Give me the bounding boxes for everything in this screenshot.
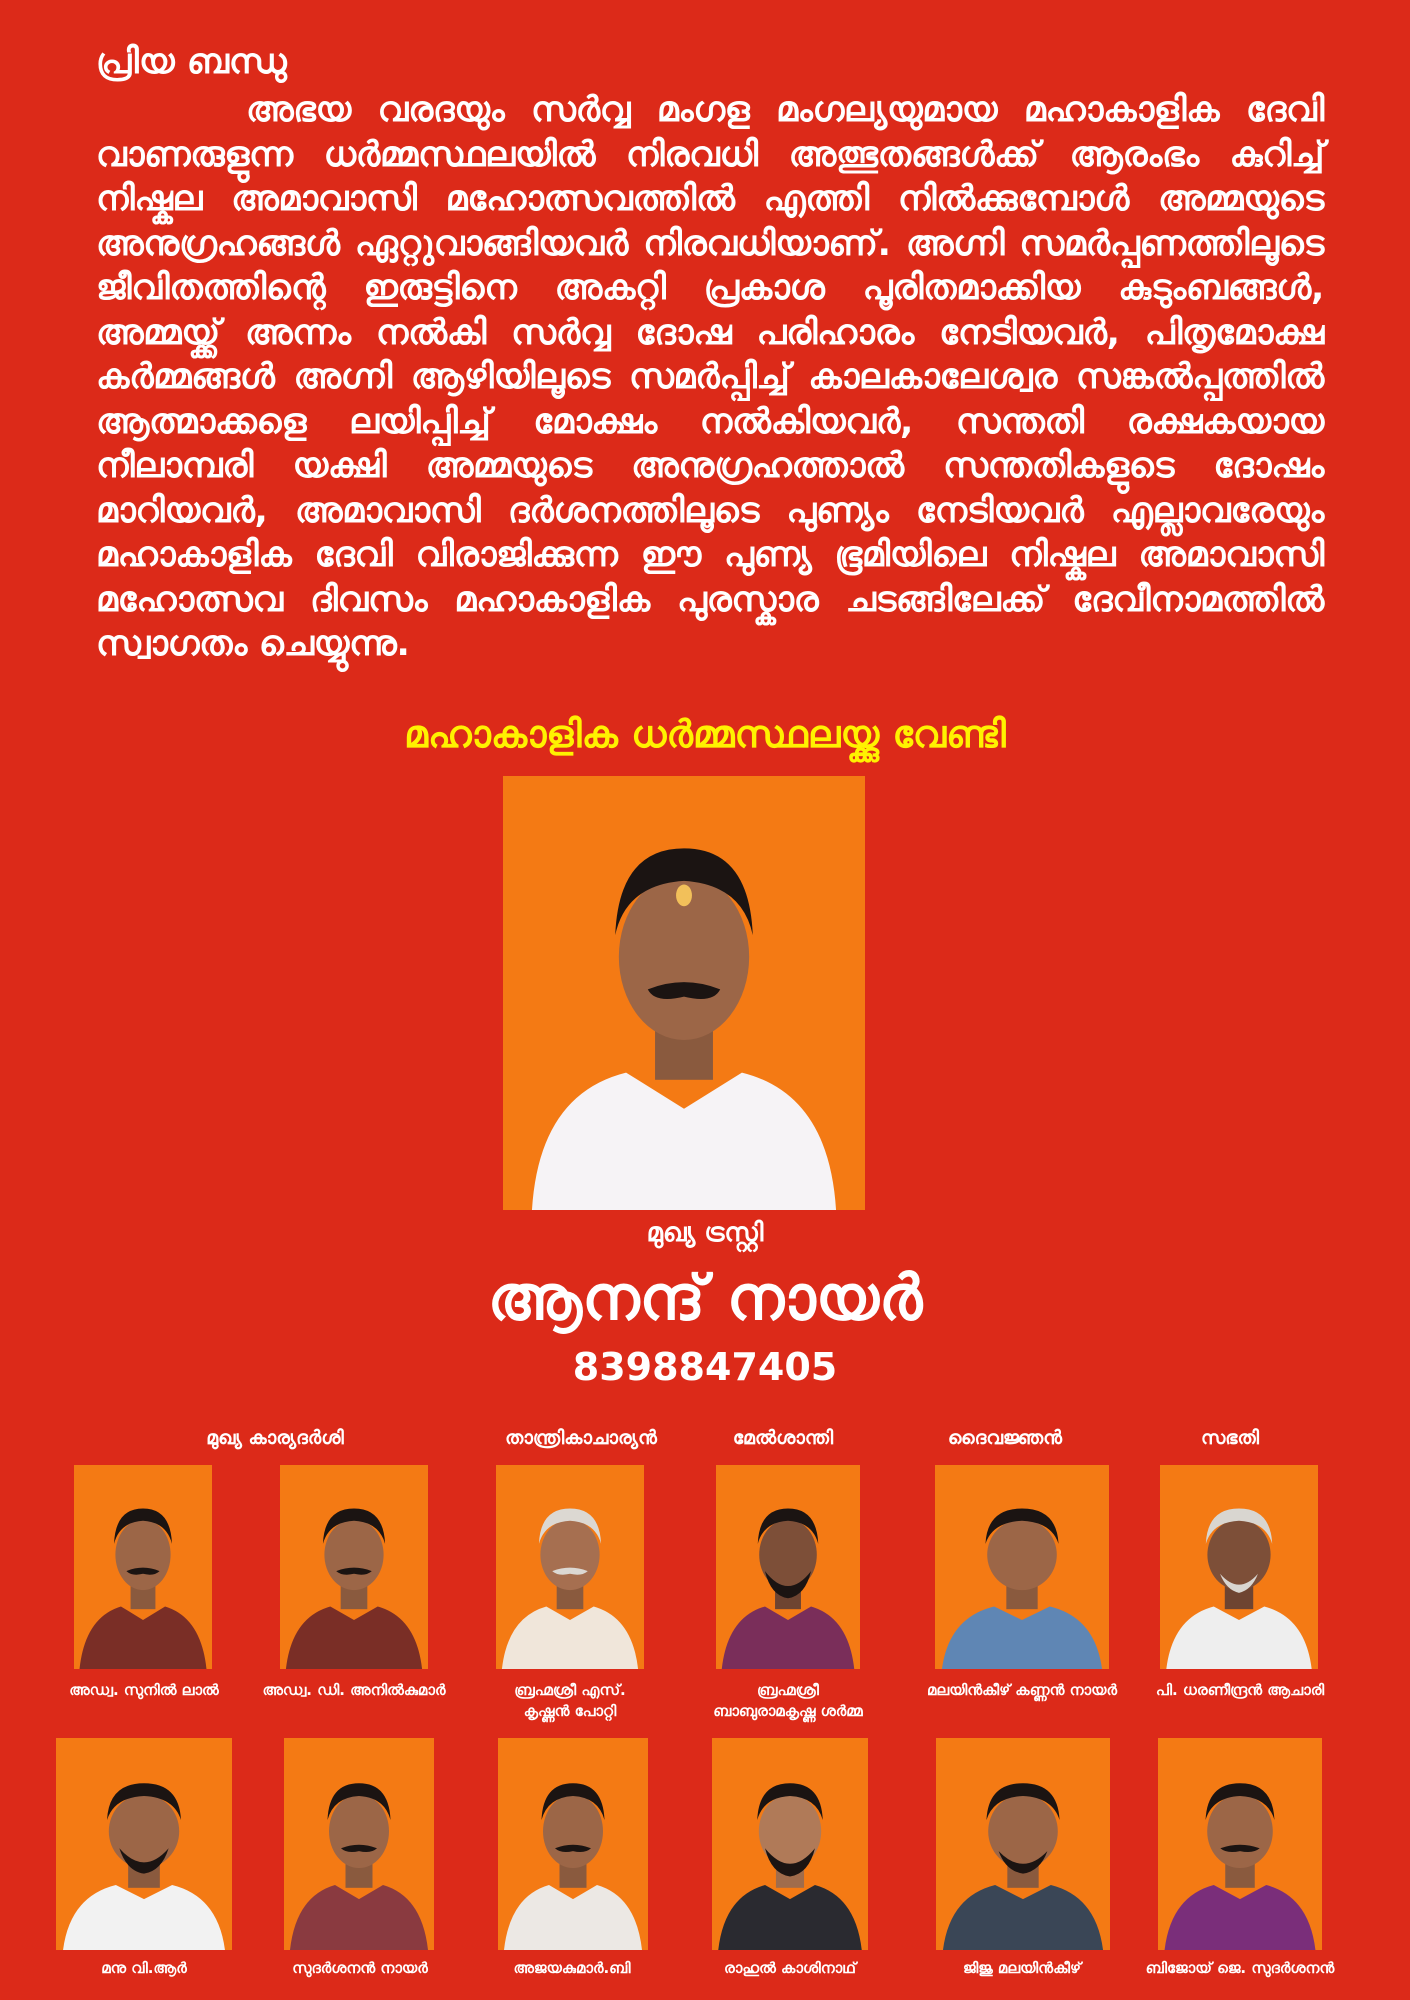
- member-name: ജിജു മലയിൻകീഴ്: [962, 1959, 1082, 1977]
- member-name: കൃഷ്ണൻ പോറ്റി: [523, 1702, 617, 1720]
- member-name: സുദർശനൻ നായർ: [292, 1959, 428, 1977]
- member-photo: [56, 1738, 232, 1950]
- member-name: അഡ്വ. സുനിൽ ലാൽ: [69, 1681, 219, 1699]
- member-photo: [1158, 1738, 1322, 1950]
- member-name: ബ്രഹ്മശ്രീ എസ്.: [514, 1681, 626, 1699]
- member-photo: [74, 1465, 212, 1669]
- member-photo: [1160, 1465, 1318, 1669]
- member-name: അജയകുമാർ.ബി: [513, 1959, 631, 1977]
- chief-trustee-name: ആനന്ദ് നായർ: [487, 1261, 923, 1334]
- member-name: രാഹുൽ കാശിനാഥ്: [724, 1959, 856, 1977]
- chief-trustee-phone: 8398847405: [572, 1345, 838, 1389]
- member-photo: [496, 1465, 644, 1669]
- member-photo: [716, 1465, 860, 1669]
- role-label-member: സഭതി: [1200, 1427, 1260, 1449]
- signoff: മഹാകാളിക ധർമ്മസ്ഥലയ്ക്കു വേണ്ടി: [404, 712, 1006, 756]
- letter-body: അഭയ വരദയും സർവ്വ മംഗള മംഗല്യയുമായ മഹാകാളിക ദേവി വാണരുളുന്ന ധർമ്മസ്ഥലയിൽ നിരവധി അത്ഭുതങ്ങൾക്ക് ആരംഭം കുറിച്ച് നിഷ്കല അമാവാസി മഹോത്സവത്തിൽ എത്തി നിൽക്കുമ്പോൾ അമ്മയുടെ അനുഗ്രഹങ്ങൾ ഏറ്റുവാങ്ങിയവർ നിരവധിയാണ്. അഗ്നി സമർപ്പണത്തിലൂടെ ജീവിതത്തിന്റെ ഇരുട്ടിനെ അകറ്റി പ്രകാശ പൂരിതമാക്കിയ കുടുംബങ്ങൾ, അമ്മയ്ക്ക് അന്നം നൽകി സർവ്വ ദോഷ പരിഹാരം നേടിയവർ, പിതൃമോക്ഷ കർമ്മങ്ങൾ അഗ്നി ആഴിയിലൂടെ സമർപ്പിച്ച് കാലകാലേശ്വര സങ്കൽപ്പത്തിൽ ആത്മാക്കളെ ലയിപ്പിച്ച് മോക്ഷം നൽകിയവർ, സന്തതി രക്ഷകയായ നീലാമ്പരി യക്ഷി അമ്മയുടെ അനുഗ്രഹത്താൽ സന്തതികളുടെ ദോഷം മാറിയവർ, അമാവാസി ദർശനത്തിലൂടെ പുണ്യം നേടിയവർ എല്ലാവരേയും മഹാകാളിക ദേവി വിരാജിക്കുന്ന ഈ പുണ്യ ഭൂമിയിലെ നിഷ്കല അമാവാസി മഹോത്സവ ദിവസം മഹാകാളിക പുരസ്കാര ചടങ്ങിലേക്ക് ദേവീനാമത്തിൽ സ്വാഗതം ചെയ്യുന്നു.: [96, 90, 1324, 664]
- member-name: മനു വി.ആർ: [101, 1959, 187, 1977]
- member-photo: [498, 1738, 648, 1950]
- chief-trustee-photo: [503, 776, 865, 1210]
- member-photo: [280, 1465, 428, 1669]
- member-name: മലയിൻകീഴ് കണ്ണൻ നായർ: [927, 1681, 1117, 1699]
- member-name: പി. ധരണീന്ദ്രൻ ആചാരി: [1155, 1681, 1325, 1699]
- member-photo: [284, 1738, 434, 1950]
- member-photo: [712, 1738, 868, 1950]
- chief-trustee-role: മുഖ്യ ട്രസ്റ്റി: [646, 1218, 764, 1248]
- role-label-astrologer: ദൈവജ്ഞൻ: [947, 1427, 1063, 1449]
- member-name: അഡ്വ. ഡി. അനിൽകുമാർ: [262, 1681, 446, 1699]
- member-name: ബ്രഹ്മശ്രീ: [757, 1681, 819, 1699]
- invitation-letter: [96, 36, 1324, 667]
- salutation: പ്രിയ ബന്ധു: [96, 42, 287, 82]
- role-label-secretary: മുഖ്യ കാര്യദർശി: [206, 1427, 344, 1449]
- role-label-melshanthi: മേൽശാന്തി: [732, 1427, 834, 1449]
- member-name: ബാബുരാമകൃഷ്ണ ശർമ്മ: [713, 1702, 863, 1720]
- role-label-tantri: താന്ത്രികാചാര്യൻ: [505, 1427, 657, 1449]
- member-photo: [936, 1738, 1110, 1950]
- member-name: ബിജോയ് ജെ. സുദർശനൻ: [1145, 1959, 1335, 1977]
- member-photo: [935, 1465, 1109, 1669]
